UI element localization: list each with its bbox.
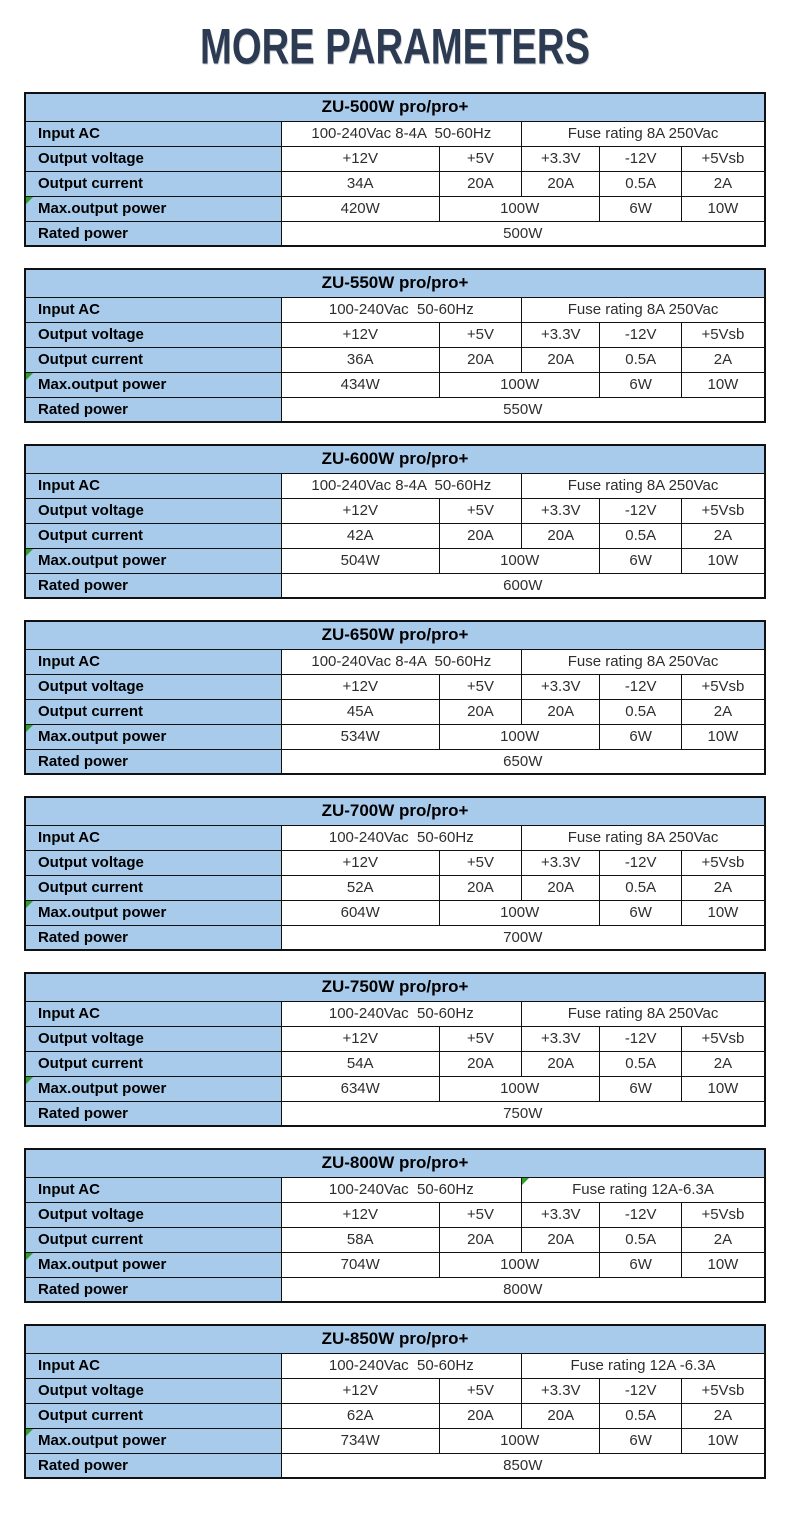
- page-title: MORE PARAMETERS: [199, 19, 590, 75]
- max-power-cell-corner-marker-icon: [26, 1077, 33, 1084]
- current-5vsb: 2A: [681, 523, 765, 548]
- voltage-col-5vsb: +5Vsb: [681, 1378, 765, 1403]
- max-power-cell-corner-marker-icon: [26, 373, 33, 380]
- output-voltage-label: Output voltage: [25, 322, 281, 347]
- current-neg12v: 0.5A: [600, 699, 681, 724]
- max-power-cell-corner-marker-icon: [26, 549, 33, 556]
- model-name: ZU-850W pro/pro+: [25, 1325, 765, 1353]
- current-12v: 42A: [281, 523, 439, 548]
- model-name: ZU-800W pro/pro+: [25, 1149, 765, 1177]
- current-5v: 20A: [439, 523, 521, 548]
- fuse-rating-text: Fuse rating 8A 250Vac: [567, 829, 719, 846]
- max-power-cell-corner-marker-icon: [26, 197, 33, 204]
- max-power-5v-3v3: 100W: [439, 548, 600, 573]
- input-ac-row: [25, 1353, 765, 1378]
- max-power-5v-3v3: 100W: [439, 196, 600, 221]
- max-output-power-label-text: Max.output power: [38, 1256, 167, 1273]
- voltage-col-12v: +12V: [281, 1202, 439, 1227]
- current-neg12v: 0.5A: [600, 875, 681, 900]
- model-name: ZU-750W pro/pro+: [25, 973, 765, 1001]
- voltage-col-5v: +5V: [439, 1378, 521, 1403]
- output-voltage-row: [25, 674, 765, 699]
- model-name: ZU-700W pro/pro+: [25, 797, 765, 825]
- fuse-rating-value: [522, 297, 765, 322]
- table-header-row: [25, 445, 765, 473]
- output-current-row: [25, 171, 765, 196]
- voltage-col-5vsb: +5Vsb: [681, 1026, 765, 1051]
- current-5vsb: 2A: [681, 1051, 765, 1076]
- voltage-col-3v3: +3.3V: [522, 1202, 600, 1227]
- max-power-5vsb: 10W: [681, 372, 765, 397]
- max-power-5vsb: 10W: [681, 1076, 765, 1101]
- voltage-col-3v3: +3.3V: [522, 498, 600, 523]
- current-12v: 45A: [281, 699, 439, 724]
- input-ac-row: [25, 825, 765, 850]
- voltage-col-neg12v: -12V: [600, 146, 681, 171]
- input-ac-value: 100-240Vac 50-60Hz: [281, 1177, 521, 1202]
- max-output-power-label-text: Max.output power: [38, 552, 167, 569]
- current-5vsb: 2A: [681, 875, 765, 900]
- output-voltage-row: [25, 322, 765, 347]
- max-power-5v-3v3: 100W: [439, 1252, 600, 1277]
- max-power-5vsb: 10W: [681, 196, 765, 221]
- fuse-rating-text: Fuse rating 8A 250Vac: [567, 477, 719, 494]
- spec-table: [24, 1148, 766, 1303]
- max-power-cell-corner-marker-icon: [26, 901, 33, 908]
- voltage-col-12v: +12V: [281, 146, 439, 171]
- input-ac-label: Input AC: [25, 473, 281, 498]
- rated-power-label: Rated power: [25, 573, 281, 598]
- max-output-power-label: [25, 372, 281, 397]
- current-neg12v: 0.5A: [600, 171, 681, 196]
- max-output-power-row: [25, 196, 765, 221]
- rated-power-value: 650W: [281, 749, 765, 774]
- max-power-5v-3v3: 100W: [439, 900, 600, 925]
- page-header: [0, 0, 790, 76]
- current-5v: 20A: [439, 171, 521, 196]
- max-power-12v: 534W: [281, 724, 439, 749]
- fuse-rating-text: Fuse rating 12A -6.3A: [570, 1357, 716, 1374]
- max-output-power-label: [25, 1428, 281, 1453]
- voltage-col-3v3: +3.3V: [522, 1378, 600, 1403]
- input-ac-row: [25, 473, 765, 498]
- rated-power-value: 800W: [281, 1277, 765, 1302]
- fuse-rating-value: [522, 1001, 765, 1026]
- voltage-col-3v3: +3.3V: [522, 1026, 600, 1051]
- max-power-5v-3v3: 100W: [439, 1076, 600, 1101]
- current-12v: 62A: [281, 1403, 439, 1428]
- output-current-label: Output current: [25, 347, 281, 372]
- max-power-cell-corner-marker-icon: [26, 725, 33, 732]
- current-5v: 20A: [439, 699, 521, 724]
- current-neg12v: 0.5A: [600, 1227, 681, 1252]
- output-current-label: Output current: [25, 1051, 281, 1076]
- table-header-row: [25, 1325, 765, 1353]
- spec-table: [24, 972, 766, 1127]
- current-5vsb: 2A: [681, 1227, 765, 1252]
- output-current-row: [25, 875, 765, 900]
- table-header-row: [25, 1149, 765, 1177]
- max-output-power-label-text: Max.output power: [38, 904, 167, 921]
- output-voltage-row: [25, 1026, 765, 1051]
- max-power-neg12v: 6W: [600, 548, 681, 573]
- output-current-label: Output current: [25, 875, 281, 900]
- rated-power-value: 850W: [281, 1453, 765, 1478]
- fuse-rating-value: [522, 473, 765, 498]
- voltage-col-neg12v: -12V: [600, 498, 681, 523]
- output-voltage-label: Output voltage: [25, 498, 281, 523]
- max-output-power-row: [25, 724, 765, 749]
- rated-power-row: [25, 397, 765, 422]
- max-power-neg12v: 6W: [600, 1076, 681, 1101]
- current-5vsb: 2A: [681, 699, 765, 724]
- max-output-power-label-text: Max.output power: [38, 1432, 167, 1449]
- max-output-power-label: [25, 1076, 281, 1101]
- max-output-power-row: [25, 372, 765, 397]
- output-voltage-label: Output voltage: [25, 1202, 281, 1227]
- input-ac-value: 100-240Vac 8-4A 50-60Hz: [281, 473, 521, 498]
- current-5v: 20A: [439, 347, 521, 372]
- max-power-neg12v: 6W: [600, 1428, 681, 1453]
- max-power-neg12v: 6W: [600, 372, 681, 397]
- fuse-rating-text: Fuse rating 8A 250Vac: [567, 653, 719, 670]
- rated-power-value: 500W: [281, 221, 765, 246]
- output-voltage-row: [25, 850, 765, 875]
- current-3v3: 20A: [522, 699, 600, 724]
- output-voltage-label: Output voltage: [25, 1378, 281, 1403]
- max-output-power-label: [25, 724, 281, 749]
- max-power-5v-3v3: 100W: [439, 372, 600, 397]
- output-voltage-row: [25, 498, 765, 523]
- table-header-row: [25, 797, 765, 825]
- output-voltage-row: [25, 146, 765, 171]
- voltage-col-neg12v: -12V: [600, 322, 681, 347]
- voltage-col-neg12v: -12V: [600, 1378, 681, 1403]
- table-header-row: [25, 93, 765, 121]
- voltage-col-5v: +5V: [439, 1026, 521, 1051]
- voltage-col-3v3: +3.3V: [522, 146, 600, 171]
- input-ac-value: 100-240Vac 50-60Hz: [281, 1001, 521, 1026]
- rated-power-row: [25, 1453, 765, 1478]
- fuse-cell-corner-marker-icon: [522, 1178, 529, 1185]
- current-12v: 52A: [281, 875, 439, 900]
- current-3v3: 20A: [522, 347, 600, 372]
- fuse-rating-value: [522, 1177, 765, 1202]
- max-output-power-label: [25, 900, 281, 925]
- model-name: ZU-600W pro/pro+: [25, 445, 765, 473]
- voltage-col-5v: +5V: [439, 498, 521, 523]
- max-power-neg12v: 6W: [600, 1252, 681, 1277]
- output-current-row: [25, 347, 765, 372]
- voltage-col-12v: +12V: [281, 498, 439, 523]
- voltage-col-12v: +12V: [281, 850, 439, 875]
- input-ac-value: 100-240Vac 8-4A 50-60Hz: [281, 649, 521, 674]
- max-output-power-label: [25, 1252, 281, 1277]
- output-voltage-row: [25, 1378, 765, 1403]
- input-ac-label: Input AC: [25, 1353, 281, 1378]
- output-current-row: [25, 1403, 765, 1428]
- max-power-5vsb: 10W: [681, 548, 765, 573]
- max-power-5vsb: 10W: [681, 1252, 765, 1277]
- output-voltage-label: Output voltage: [25, 1026, 281, 1051]
- max-output-power-label: [25, 548, 281, 573]
- output-current-label: Output current: [25, 1403, 281, 1428]
- fuse-rating-value: [522, 825, 765, 850]
- input-ac-label: Input AC: [25, 825, 281, 850]
- spec-table: [24, 268, 766, 423]
- spec-table: [24, 1324, 766, 1479]
- output-voltage-row: [25, 1202, 765, 1227]
- fuse-rating-text: Fuse rating 8A 250Vac: [567, 1005, 719, 1022]
- rated-power-value: 750W: [281, 1101, 765, 1126]
- max-power-5v-3v3: 100W: [439, 724, 600, 749]
- voltage-col-5vsb: +5Vsb: [681, 322, 765, 347]
- voltage-col-neg12v: -12V: [600, 1202, 681, 1227]
- max-output-power-label: [25, 196, 281, 221]
- output-voltage-label: Output voltage: [25, 146, 281, 171]
- voltage-col-12v: +12V: [281, 1026, 439, 1051]
- max-power-neg12v: 6W: [600, 724, 681, 749]
- rated-power-label: Rated power: [25, 749, 281, 774]
- voltage-col-5v: +5V: [439, 1202, 521, 1227]
- max-power-12v: 604W: [281, 900, 439, 925]
- input-ac-value: 100-240Vac 50-60Hz: [281, 297, 521, 322]
- input-ac-row: [25, 1177, 765, 1202]
- max-power-neg12v: 6W: [600, 196, 681, 221]
- current-3v3: 20A: [522, 1403, 600, 1428]
- rated-power-value: 600W: [281, 573, 765, 598]
- rated-power-row: [25, 1101, 765, 1126]
- current-12v: 34A: [281, 171, 439, 196]
- table-header-row: [25, 269, 765, 297]
- output-current-label: Output current: [25, 1227, 281, 1252]
- max-power-5v-3v3: 100W: [439, 1428, 600, 1453]
- max-output-power-row: [25, 900, 765, 925]
- model-name: ZU-500W pro/pro+: [25, 93, 765, 121]
- input-ac-row: [25, 121, 765, 146]
- voltage-col-5vsb: +5Vsb: [681, 498, 765, 523]
- spec-table: [24, 796, 766, 951]
- current-3v3: 20A: [522, 875, 600, 900]
- input-ac-row: [25, 1001, 765, 1026]
- fuse-rating-text: Fuse rating 8A 250Vac: [567, 301, 719, 318]
- fuse-rating-text: Fuse rating 12A-6.3A: [572, 1181, 714, 1198]
- rated-power-label: Rated power: [25, 1277, 281, 1302]
- rated-power-label: Rated power: [25, 221, 281, 246]
- current-5v: 20A: [439, 1051, 521, 1076]
- rated-power-row: [25, 1277, 765, 1302]
- voltage-col-3v3: +3.3V: [522, 322, 600, 347]
- max-power-cell-corner-marker-icon: [26, 1429, 33, 1436]
- spec-table: [24, 620, 766, 775]
- voltage-col-5vsb: +5Vsb: [681, 674, 765, 699]
- current-5vsb: 2A: [681, 1403, 765, 1428]
- current-5v: 20A: [439, 875, 521, 900]
- voltage-col-5v: +5V: [439, 850, 521, 875]
- max-output-power-row: [25, 1428, 765, 1453]
- rated-power-label: Rated power: [25, 397, 281, 422]
- max-output-power-label-text: Max.output power: [38, 728, 167, 745]
- input-ac-label: Input AC: [25, 1177, 281, 1202]
- input-ac-label: Input AC: [25, 121, 281, 146]
- max-power-12v: 704W: [281, 1252, 439, 1277]
- current-5v: 20A: [439, 1227, 521, 1252]
- voltage-col-5v: +5V: [439, 322, 521, 347]
- output-current-label: Output current: [25, 699, 281, 724]
- voltage-col-12v: +12V: [281, 322, 439, 347]
- max-output-power-label-text: Max.output power: [38, 376, 167, 393]
- voltage-col-5v: +5V: [439, 674, 521, 699]
- input-ac-label: Input AC: [25, 1001, 281, 1026]
- output-current-label: Output current: [25, 171, 281, 196]
- output-current-row: [25, 1051, 765, 1076]
- voltage-col-5v: +5V: [439, 146, 521, 171]
- input-ac-value: 100-240Vac 50-60Hz: [281, 1353, 521, 1378]
- voltage-col-12v: +12V: [281, 674, 439, 699]
- voltage-col-3v3: +3.3V: [522, 674, 600, 699]
- rated-power-label: Rated power: [25, 1453, 281, 1478]
- max-power-12v: 634W: [281, 1076, 439, 1101]
- fuse-rating-text: Fuse rating 8A 250Vac: [567, 125, 719, 142]
- model-name: ZU-550W pro/pro+: [25, 269, 765, 297]
- max-output-power-label-text: Max.output power: [38, 200, 167, 217]
- rated-power-label: Rated power: [25, 925, 281, 950]
- max-power-neg12v: 6W: [600, 900, 681, 925]
- current-neg12v: 0.5A: [600, 523, 681, 548]
- max-power-12v: 734W: [281, 1428, 439, 1453]
- spec-table: [24, 444, 766, 599]
- voltage-col-3v3: +3.3V: [522, 850, 600, 875]
- max-power-cell-corner-marker-icon: [26, 1253, 33, 1260]
- spec-table: [24, 92, 766, 247]
- input-ac-label: Input AC: [25, 649, 281, 674]
- voltage-col-12v: +12V: [281, 1378, 439, 1403]
- input-ac-value: 100-240Vac 8-4A 50-60Hz: [281, 121, 521, 146]
- current-neg12v: 0.5A: [600, 1051, 681, 1076]
- rated-power-row: [25, 221, 765, 246]
- current-5vsb: 2A: [681, 347, 765, 372]
- max-power-12v: 504W: [281, 548, 439, 573]
- current-neg12v: 0.5A: [600, 347, 681, 372]
- rated-power-value: 550W: [281, 397, 765, 422]
- spec-tables-area: [24, 92, 766, 1479]
- output-current-row: [25, 1227, 765, 1252]
- fuse-rating-value: [522, 121, 765, 146]
- current-5vsb: 2A: [681, 171, 765, 196]
- current-12v: 36A: [281, 347, 439, 372]
- input-ac-row: [25, 297, 765, 322]
- max-output-power-row: [25, 548, 765, 573]
- max-power-5vsb: 10W: [681, 1428, 765, 1453]
- current-5v: 20A: [439, 1403, 521, 1428]
- voltage-col-5vsb: +5Vsb: [681, 850, 765, 875]
- table-header-row: [25, 621, 765, 649]
- output-current-row: [25, 699, 765, 724]
- current-3v3: 20A: [522, 1051, 600, 1076]
- rated-power-row: [25, 573, 765, 598]
- rated-power-row: [25, 749, 765, 774]
- voltage-col-5vsb: +5Vsb: [681, 146, 765, 171]
- max-power-5vsb: 10W: [681, 724, 765, 749]
- current-12v: 58A: [281, 1227, 439, 1252]
- current-12v: 54A: [281, 1051, 439, 1076]
- input-ac-label: Input AC: [25, 297, 281, 322]
- output-voltage-label: Output voltage: [25, 674, 281, 699]
- max-output-power-label-text: Max.output power: [38, 1080, 167, 1097]
- voltage-col-5vsb: +5Vsb: [681, 1202, 765, 1227]
- max-output-power-row: [25, 1252, 765, 1277]
- current-3v3: 20A: [522, 1227, 600, 1252]
- current-3v3: 20A: [522, 523, 600, 548]
- input-ac-value: 100-240Vac 50-60Hz: [281, 825, 521, 850]
- input-ac-row: [25, 649, 765, 674]
- max-power-12v: 420W: [281, 196, 439, 221]
- current-3v3: 20A: [522, 171, 600, 196]
- current-neg12v: 0.5A: [600, 1403, 681, 1428]
- output-current-row: [25, 523, 765, 548]
- table-header-row: [25, 973, 765, 1001]
- max-power-12v: 434W: [281, 372, 439, 397]
- max-power-5vsb: 10W: [681, 900, 765, 925]
- max-output-power-row: [25, 1076, 765, 1101]
- voltage-col-neg12v: -12V: [600, 850, 681, 875]
- voltage-col-neg12v: -12V: [600, 674, 681, 699]
- model-name: ZU-650W pro/pro+: [25, 621, 765, 649]
- fuse-rating-value: [522, 1353, 765, 1378]
- rated-power-row: [25, 925, 765, 950]
- voltage-col-neg12v: -12V: [600, 1026, 681, 1051]
- rated-power-value: 700W: [281, 925, 765, 950]
- fuse-rating-value: [522, 649, 765, 674]
- output-current-label: Output current: [25, 523, 281, 548]
- rated-power-label: Rated power: [25, 1101, 281, 1126]
- output-voltage-label: Output voltage: [25, 850, 281, 875]
